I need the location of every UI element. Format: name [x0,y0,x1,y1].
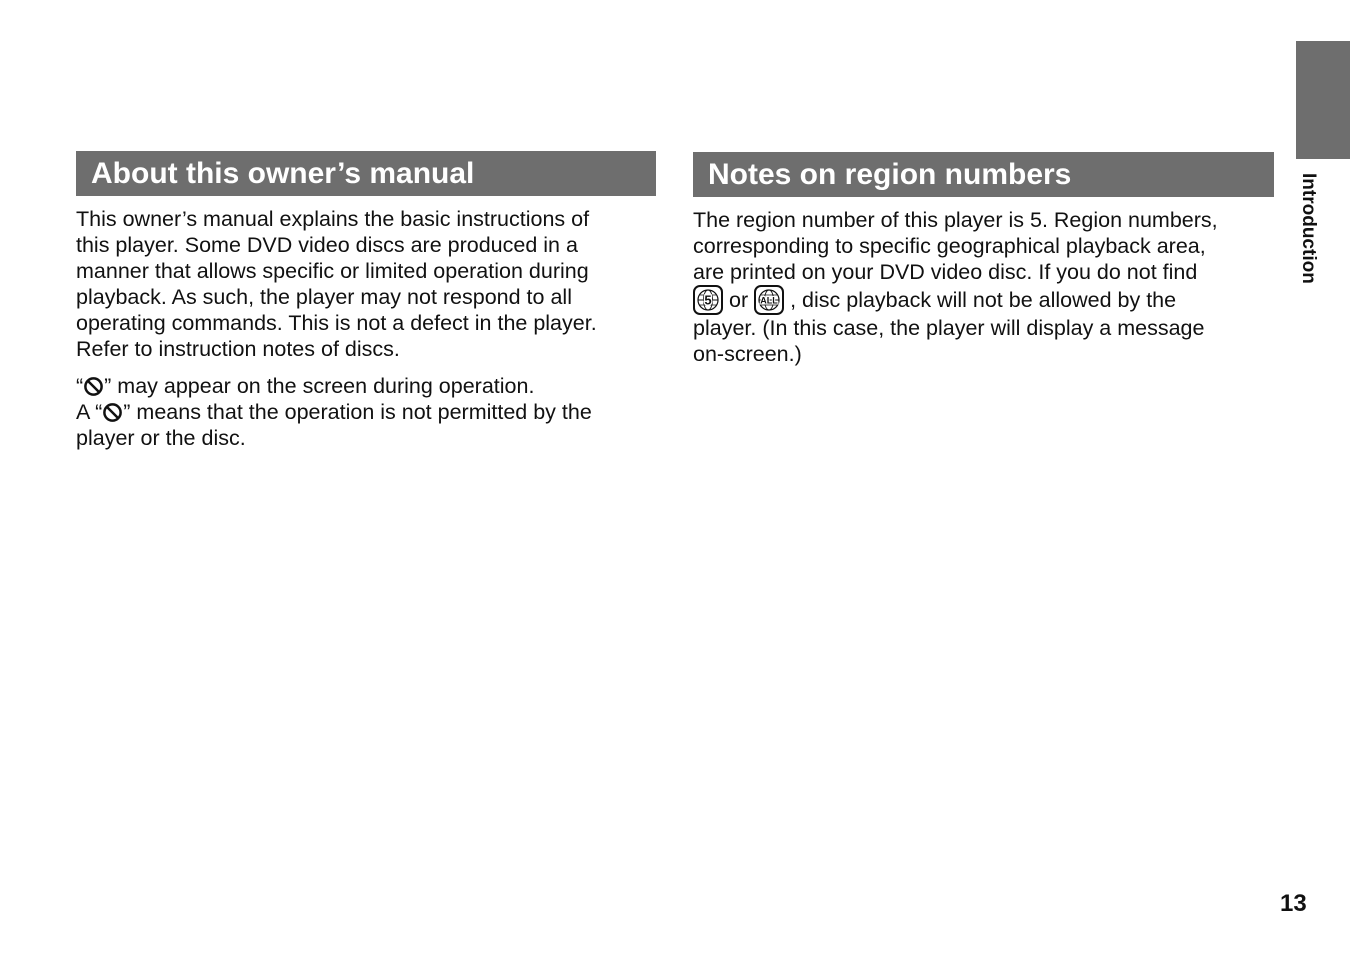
region-5-label: 5 [704,292,712,308]
text-line [76,373,656,399]
page-number: 13 [1280,890,1307,917]
region-all-globe-icon [754,285,784,315]
text-fragment: ” means that the operation is not permitted by the [123,400,592,424]
text-line: playback. As such, the player may not respond to all [76,285,572,309]
text-line [76,399,656,425]
text-line: are printed on your DVD video disc. If you do not find [693,260,1198,284]
prohibited-icon [83,376,104,397]
region-numbers-heading: Notes on region numbers [693,152,1274,197]
region-numbers-paragraph [693,207,1274,367]
about-manual-section [76,151,656,451]
text-line: This owner’s manual explains the basic instructions of [76,207,590,231]
text-fragment: A “ [76,400,103,424]
text-line: on-screen.) [693,342,802,366]
text-line: this player. Some DVD video discs are produced in a [76,233,578,257]
region-numbers-section [693,152,1274,367]
text-line: player or the disc. [76,426,246,450]
section-tab-marker [1296,41,1350,159]
prohibited-icon [102,402,123,423]
text-line: operating commands. This is not a defect in the player. [76,311,597,335]
prohibited-note-paragraph [76,373,656,451]
region-all-label: ALL [760,295,778,306]
text-line: manner that allows specific or limited operation during [76,259,589,283]
about-manual-paragraph [76,206,656,362]
text-fragment: , disc playback will not be allowed by the [790,288,1177,312]
about-manual-heading: About this owner’s manual [76,151,656,196]
text-line: corresponding to specific geographical playback area, [693,234,1206,258]
text-line: player. (In this case, the player will display a message [693,316,1205,340]
text-line: The region number of this player is 5. Region numbers, [693,208,1218,232]
text-line: Refer to instruction notes of discs. [76,337,400,361]
text-fragment: ” may appear on the screen during operation. [104,374,535,398]
open-quote: “ [76,374,84,398]
section-tab-label: Introduction [1298,173,1319,284]
region-5-globe-icon [693,285,723,315]
text-fragment: or [728,288,749,312]
text-line [693,285,1274,315]
